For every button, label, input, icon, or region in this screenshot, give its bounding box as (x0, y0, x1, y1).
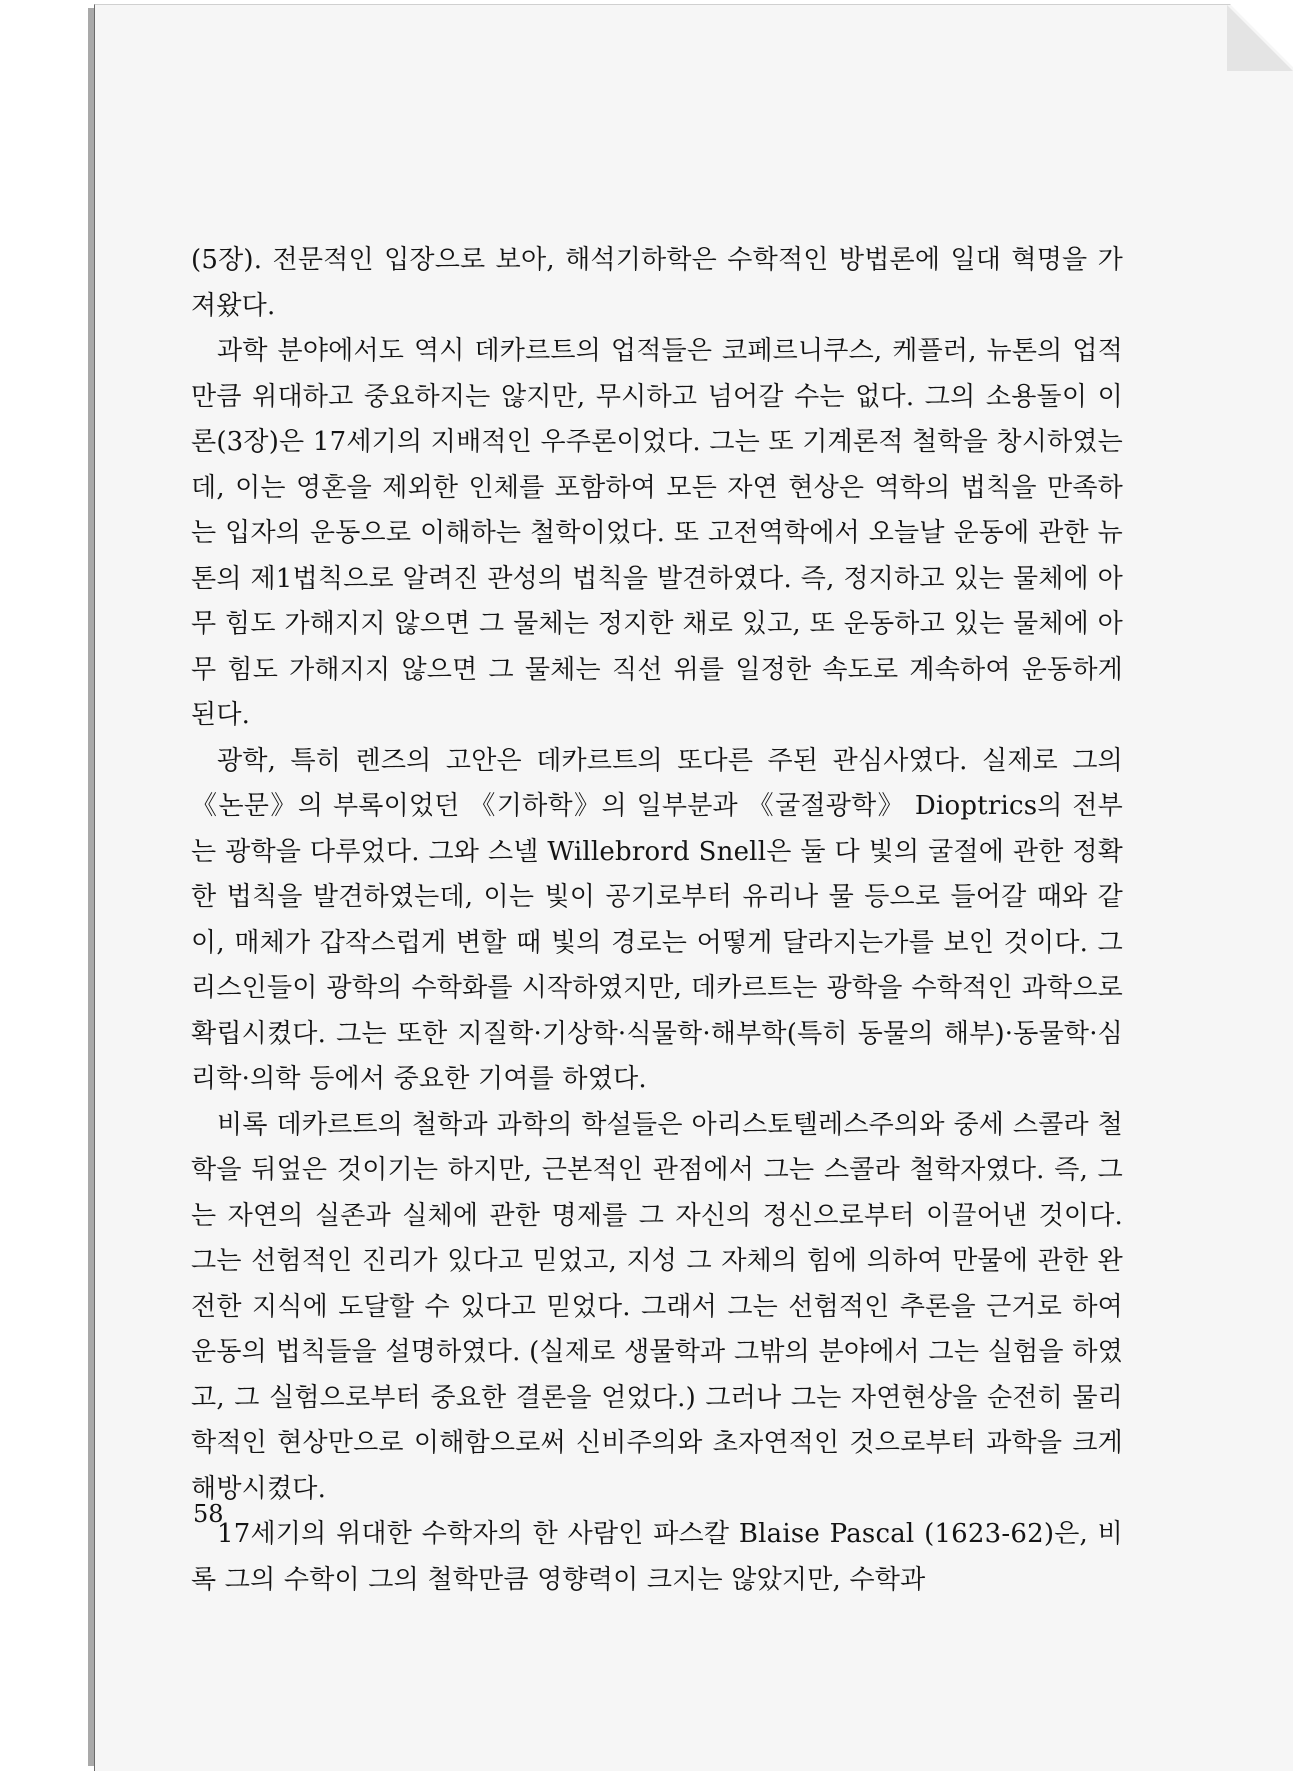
paragraph-1: (5장). 전문적인 입장으로 보아, 해석기하학은 수학적인 방법론에 일대 혁명을 가져왔다. (191, 245, 1123, 321)
page-number: 58 (193, 1500, 224, 1528)
paragraph-2: 과학 분야에서도 역시 데카르트의 업적들은 코페르니쿠스, 케플러, 뉴톤의 업적만큼 위대하고 중요하지는 않지만, 무시하고 넘어갈 수는 없다. 그의 소용돌이 이론(3장)은 17세기의 지배적인 우주론이었다. 그는 또 기계론적 철학을 창시하였는데, 이는 영혼을 제외한 인체를 포함하여 모든 자연 현상은 역학의 법칙을 만족하는 입자의 운동으로 이해하는 철학이었다. 또 고전역학에서 오늘날 운동에 관한 뉴톤의 제1법칙으로 알려진 관성의 법칙을 발견하였다. 즉, 정지하고 있는 물체에 아무 힘도 가해지지 않으면 그 물체는 정지한 채로 있고, 또 운동하고 있는 물체에 아무 힘도 가해지지 않으면 그 물체는 직선 위를 일정한 속도로 계속하여 운동하게 된다. (191, 336, 1123, 730)
paragraph-4: 비록 데카르트의 철학과 과학의 학설들은 아리스토텔레스주의와 중세 스콜라 철학을 뒤엎은 것이기는 하지만, 근본적인 관점에서 그는 스콜라 철학자였다. 즉, 그는 자연의 실존과 실체에 관한 명제를 그 자신의 정신으로부터 이끌어낸 것이다. 그는 선험적인 진리가 있다고 믿었고, 지성 그 자체의 힘에 의하여 만물에 관한 완전한 지식에 도달할 수 있다고 믿었다. 그래서 그는 선험적인 추론을 근거로 하여 운동의 법칙들을 설명하였다. (실제로 생물학과 그밖의 분야에서 그는 실험을 하였고, 그 실험으로부터 중요한 결론을 얻었다.) 그러나 그는 자연현상을 순전히 물리학적인 현상만으로 이해함으로써 신비주의와 초자연적인 것으로부터 과학을 크게 해방시켰다. (191, 1109, 1123, 1504)
page-corner-fold (1227, 5, 1293, 71)
page-text-body (191, 238, 1123, 1603)
paragraph-3: 광학, 특히 렌즈의 고안은 데카르트의 또다른 주된 관심사였다. 실제로 그의 《논문》의 부록이었던 《기하학》의 일부분과 《굴절광학》 Dioptrics의 전부는 광학을 다루었다. 그와 스넬 Willebrord Snell은 둘 다 빛의 굴절에 관한 정확한 법칙을 발견하였는데, 이는 빛이 공기로부터 유리나 물 등으로 들어갈 때와 같이, 매체가 갑작스럽게 변할 때 빛의 경로는 어떻게 달라지는가를 보인 것이다. 그리스인들이 광학의 수학화를 시작하였지만, 데카르트는 광학을 수학적인 과학으로 확립시켰다. 그는 또한 지질학·기상학·식물학·해부학(특히 동물의 해부)·동물학·심리학·의학 등에서 중요한 기여를 하였다. (191, 745, 1123, 1094)
paragraph-5: 17세기의 위대한 수학자의 한 사람인 파스칼 Blaise Pascal (1623-62)은, 비록 그의 수학이 그의 철학만큼 영향력이 크지는 않았지만, 수학과 (191, 1519, 1123, 1595)
